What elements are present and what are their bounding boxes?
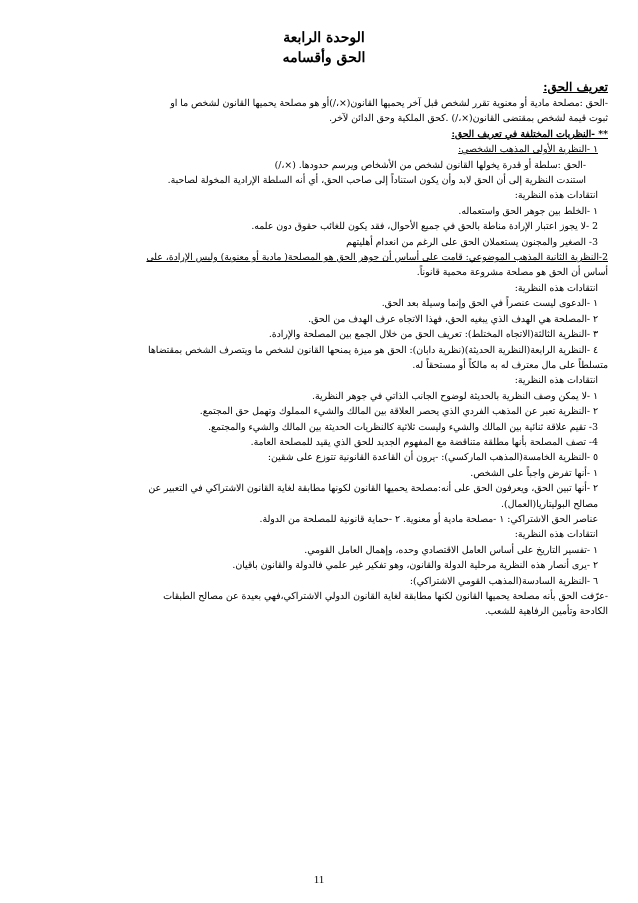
unit-subtitle: الحق وأقسامه (282, 50, 366, 66)
text-line: ١ -أنها تفرض واجباً على الشخص. (470, 467, 598, 479)
text-line: الكادحة وتأمين الرفاهية للشعب. (484, 606, 608, 618)
text-line: 3- الصغير والمجنون يستعملان الحق على الرغم من انعدام أهليتهم (346, 236, 598, 248)
text-line: ٥ -النظرية الخامسة(المذهب الماركسي): -يرون أن القاعدة القانونية تتوزع على شقين: (267, 452, 598, 464)
text-line: ٢ -يرى أنصار هذه النظرية مرحلية الدولة والقانون، وهو تفكير غير علمي فالدولة والقانون باقيان. (232, 560, 598, 572)
text-line: ٣ -النظرية الثالثة(الاتجاه المختلط): تعريف الحق من خلال الجمع بين المصلحة والإرادة. (268, 329, 598, 341)
text-line: ٦ -النظرية السادسة(المذهب القومي الاشتراكي): (409, 575, 598, 587)
text-line: انتقادات هذه النظرية: (514, 282, 598, 294)
text-line: ٢ -النظرية تعبر عن المذهب الفردي الذي يحصر العلاقة بين المالك والشيء المملوك وتهمل حق المجتمع. (199, 406, 598, 418)
text-line: -الحق :مصلحة مادية أو معنوية تقرر لشخص قبل آخر يحميها القانون(×،/)أو هو مصلحة يحميها القانون لشخص ما او (170, 98, 608, 109)
text-line: مصالح البوليتاريا(العمال). (501, 498, 598, 510)
text-line: ثبوت قيمة لشخص بمقتضى القانون(×،/) .كحق الملكية وحق الدائن لآخر. (329, 113, 608, 125)
text-line: انتقادات هذه النظرية: (514, 529, 598, 541)
text-line: ٢ -أنها تبين الحق، ويعرفون الحق على أنه:مصلحة يحميها القانون لكونها مطابقة لغاية القانون الاشتراكي في التعبير عن (148, 483, 598, 495)
text-line: استندت النظرية إلى أن الحق لابد وأن يكون استناداً إلى صاحب الحق، أي أنه السلطة الإرادية المخولة لصاحبة. (167, 175, 586, 187)
text-line-heading: ١ -النظرية الأولى المذهب الشخصي: (458, 144, 598, 156)
text-line: عناصر الحق الاشتراكي: ١ -مصلحة مادية أو معنوية. ٢ -حماية قانونية للمصلحة من الدولة. (259, 513, 598, 525)
text-line: 3- تقيم علاقة ثنائية بين المالك والشيء وليست ثلاثية كالنظريات الحديثة بين المالك والشيء والمجتمع. (208, 421, 598, 433)
section-heading: تعريف الحق: (543, 80, 608, 94)
text-line: ١ -تفسير التاريخ على أساس العامل الاقتصادي وحده، وإهمال العامل القومي. (304, 544, 598, 556)
text-line: ١ -الدعوى ليست عنصراً في الحق وإنما وسيلة بعد الحق. (381, 298, 598, 310)
page-number: 11 (313, 874, 325, 886)
text-line: 2 -لا يجوز اعتبار الإرادة مناطة بالحق في جميع الأحوال، فقد يكون للغائب حقوق دون علمه. (251, 221, 598, 233)
text-line: 4- تصف المصلحة بأنها مطلقة متناقضة مع المفهوم الجديد للحق الذي يقيد للمصلحة العامة. (250, 436, 598, 448)
text-line: انتقادات هذه النظرية: (514, 375, 598, 387)
text-line: ٤ -النظرية الرابعة(النظرية الحديثة)(نظرية دابان): الحق هو ميزة يمنحها القانون لشخص ما ويتصرف الشخص بمقتضاها (148, 344, 598, 356)
unit-title: الوحدة الرابعة (283, 30, 365, 46)
text-line: انتقادات هذه النظرية: (514, 190, 598, 202)
text-line: ١ -لا يمكن وصف النظرية بالحديثة لوضوح الجانب الذاتي في جوهر النظرية. (312, 390, 598, 402)
text-line: -عرّفت الحق بأنه مصلحة يحميها القانون لكنها مطابقة لغاية القانون الدولي الاشتراكي،فهي بعيدة عن مصالح الطبقات (163, 591, 608, 602)
text-line-heading: 2-النظرية الثانية المذهب الموضوعي: قامت على أساس أن جوهر الحق هو المصلحة( مادية أو معنوية) وليس الإرادة، على (146, 252, 608, 264)
text-line: ١ -الخلط بين جوهر الحق واستعماله. (458, 205, 598, 217)
document-page (40, 24, 608, 620)
text-line: -الحق :سلطة أو قدرة يخولها القانون لشخص من الأشخاص ويرسم حدودها. (×،/) (274, 159, 586, 171)
text-line-heading: ** -النظريات المختلفة في تعريف الحق: (451, 128, 608, 140)
text-line: أساس أن الحق هو مصلحة مشروعة محمية قانوناً. (416, 267, 608, 279)
text-line: ٢ -المصلحة هي الهدف الذي يبغيه الحق، فهذا الاتجاه عرف الهدف من الحق. (308, 313, 598, 325)
text-line: متسلطاً على مال معترف له به مالكاً أو مستحقاً له. (412, 359, 608, 371)
